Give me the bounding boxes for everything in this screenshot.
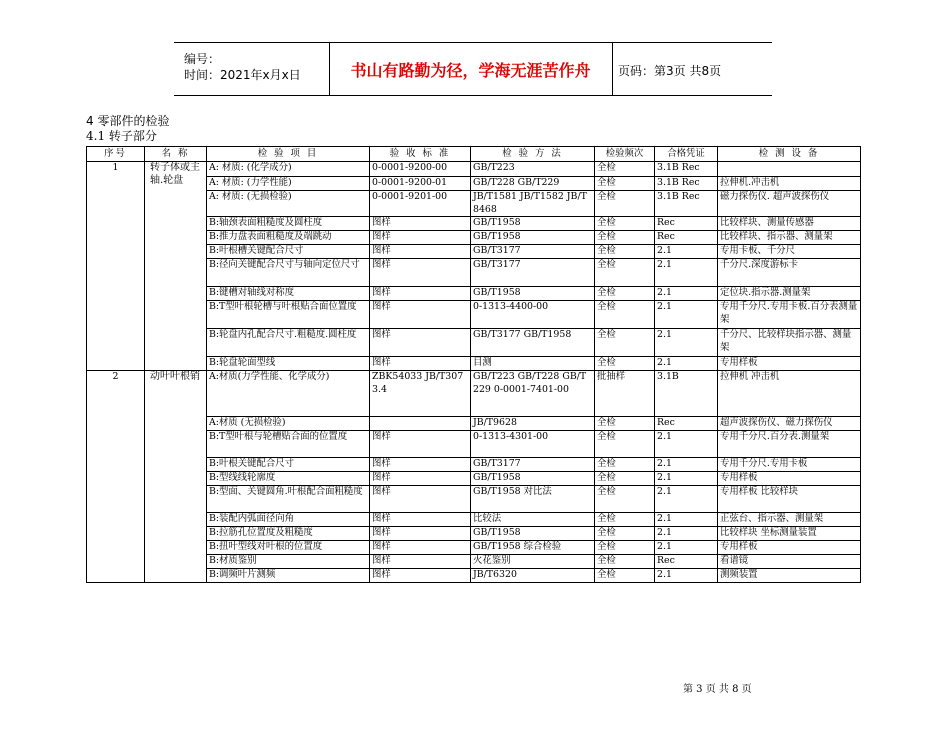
inspection-method-cell: GB/T1958 <box>471 287 595 301</box>
inspection-item-cell: B:推力盘表面粗糙度及端跳动 <box>207 231 370 245</box>
inspection-item-cell: B:装配内弧面径向角 <box>207 513 370 527</box>
inspection-method-cell: GB/T3177 GB/T1958 <box>471 329 595 357</box>
inspection-method-cell: GB/T3177 <box>471 458 595 472</box>
acceptance-standard-cell: 图样 <box>370 472 471 486</box>
frequency-cell: 全检 <box>595 357 655 371</box>
acceptance-standard-cell: 图样 <box>370 217 471 231</box>
equipment-cell: 比较样块、测量传感器 <box>718 217 861 231</box>
inspection-item-cell: B:拉筋孔位置度及粗糙度 <box>207 527 370 541</box>
inspection-method-cell: 火花鉴别 <box>471 555 595 569</box>
equipment-cell: 比较样块、指示器、测量架 <box>718 231 861 245</box>
certificate-cell: 2.1 <box>655 301 718 329</box>
acceptance-standard-cell: ZBK54033 JB/T3073.4 <box>370 371 471 417</box>
inspection-item-cell: A: 材质: (力学性能) <box>207 177 370 191</box>
inspection-method-cell: JB/T1581 JB/T1582 JB/T8468 <box>471 191 595 217</box>
certificate-cell: 2.1 <box>655 486 718 513</box>
inspection-method-cell: GB/T3177 <box>471 259 595 287</box>
inspection-item-cell: A: 材质: (化学成分) <box>207 162 370 177</box>
acceptance-standard-cell: 图样 <box>370 569 471 583</box>
inspection-item-cell: B:键槽对轴线对称度 <box>207 287 370 301</box>
frequency-cell: 全检 <box>595 569 655 583</box>
equipment-cell: 测频装置 <box>718 569 861 583</box>
table-body <box>87 162 861 583</box>
frequency-cell: 全检 <box>595 217 655 231</box>
inspection-method-cell: GB/T223 <box>471 162 595 177</box>
acceptance-standard-cell: 图样 <box>370 431 471 458</box>
inspection-item-cell: B:轮盘内孔配合尺寸.粗糙度.圆柱度 <box>207 329 370 357</box>
equipment-cell <box>718 162 861 177</box>
acceptance-standard-cell: 图样 <box>370 486 471 513</box>
frequency-cell: 全检 <box>595 245 655 259</box>
frequency-cell: 批抽样 <box>595 371 655 417</box>
inspection-item-cell: B:扭叶型线对叶根的位置度 <box>207 541 370 555</box>
certificate-cell: 3.1B Rec <box>655 191 718 217</box>
col-header: 名 称 <box>145 147 207 162</box>
inspection-item-cell: B:材质鉴别 <box>207 555 370 569</box>
inspection-method-cell: GB/T1958 <box>471 231 595 245</box>
inspection-method-cell: 目测 <box>471 357 595 371</box>
inspection-item-cell: B:叶根槽关键配合尺寸 <box>207 245 370 259</box>
header-motto: 书山有路勤为径，学海无涯苦作舟 <box>329 43 613 95</box>
certificate-cell: 2.1 <box>655 472 718 486</box>
acceptance-standard-cell: 图样 <box>370 527 471 541</box>
frequency-cell: 全检 <box>595 301 655 329</box>
inspection-item-cell: B:型面、关键圆角.叶根配合面粗糙度 <box>207 486 370 513</box>
equipment-cell: 拉伸机.冲击机 <box>718 177 861 191</box>
equipment-cell: 专用样板 <box>718 472 861 486</box>
inspection-table <box>86 146 861 583</box>
col-header: 序号 <box>87 147 145 162</box>
inspection-method-cell: 比较法 <box>471 513 595 527</box>
certificate-cell: 3.1B Rec <box>655 162 718 177</box>
certificate-cell: 3.1B <box>655 371 718 417</box>
inspection-method-cell: GB/T1958 <box>471 527 595 541</box>
certificate-cell: Rec <box>655 555 718 569</box>
inspection-item-cell: B:径向关键配合尺寸与轴向定位尺寸 <box>207 259 370 287</box>
page-header <box>174 42 772 96</box>
inspection-item-cell: B:调频叶片测频 <box>207 569 370 583</box>
col-header: 检 测 设 备 <box>718 147 861 162</box>
inspection-item-cell: B:T型叶根轮槽与叶根贴合面位置度 <box>207 301 370 329</box>
header-meta <box>174 43 330 95</box>
acceptance-standard-cell: 图样 <box>370 458 471 472</box>
page-label: 页码：第3页 共8页 <box>618 64 722 78</box>
inspection-method-cell: JB/T6320 <box>471 569 595 583</box>
frequency-cell: 全检 <box>595 527 655 541</box>
frequency-cell: 全检 <box>595 486 655 513</box>
acceptance-standard-cell: 0-0001-9200-01 <box>370 177 471 191</box>
inspection-method-cell: GB/T223 GB/T228 GB/T229 0-0001-7401-00 <box>471 371 595 417</box>
frequency-cell: 全检 <box>595 431 655 458</box>
frequency-cell: 全检 <box>595 329 655 357</box>
frequency-cell: 全检 <box>595 287 655 301</box>
inspection-item-cell: A:材质 (无损检验) <box>207 417 370 431</box>
acceptance-standard-cell: 图样 <box>370 541 471 555</box>
certificate-cell: 2.1 <box>655 458 718 472</box>
frequency-cell: 全检 <box>595 458 655 472</box>
row-number-cell: 2 <box>87 371 145 583</box>
inspection-item-cell: B:叶根关键配合尺寸 <box>207 458 370 472</box>
certificate-cell: 2.1 <box>655 513 718 527</box>
certificate-cell: 2.1 <box>655 357 718 371</box>
acceptance-standard-cell <box>370 417 471 431</box>
frequency-cell: 全检 <box>595 417 655 431</box>
certificate-cell: 2.1 <box>655 245 718 259</box>
inspection-method-cell: GB/T1958 <box>471 217 595 231</box>
col-header: 合格凭证 <box>655 147 718 162</box>
page-footer: 第 3 页 共 8 页 <box>683 684 752 695</box>
col-header: 检 验 项 目 <box>207 147 370 162</box>
certificate-cell: 2.1 <box>655 431 718 458</box>
row-number-cell: 1 <box>87 162 145 371</box>
inspection-method-cell: 0-1313-4301-00 <box>471 431 595 458</box>
inspection-method-cell: 0-1313-4400-00 <box>471 301 595 329</box>
inspection-item-cell: A:材质(力学性能、化学成分) <box>207 371 370 417</box>
frequency-cell: 全检 <box>595 555 655 569</box>
certificate-cell: Rec <box>655 417 718 431</box>
acceptance-standard-cell: 0-0001-9200-00 <box>370 162 471 177</box>
certificate-cell: 2.1 <box>655 259 718 287</box>
acceptance-standard-cell: 图样 <box>370 245 471 259</box>
equipment-cell: 比较样块 坐标测量装置 <box>718 527 861 541</box>
table-row <box>87 371 861 417</box>
inspection-item-cell: A: 材质: (无损检验) <box>207 191 370 217</box>
frequency-cell: 全检 <box>595 162 655 177</box>
certificate-cell: 3.1B Rec <box>655 177 718 191</box>
equipment-cell: 定位块.指示器.测量架 <box>718 287 861 301</box>
certificate-cell: Rec <box>655 217 718 231</box>
acceptance-standard-cell: 图样 <box>370 357 471 371</box>
equipment-cell: 专用千分尺.专用卡板.百分表测量架 <box>718 301 861 329</box>
equipment-cell: 专用卡板、千分尺 <box>718 245 861 259</box>
inspection-method-cell: GB/T1958 对比法 <box>471 486 595 513</box>
equipment-cell: 专用千分尺.百分表.测量架 <box>718 431 861 458</box>
part-name-cell: 转子体或主轴.轮盘 <box>145 162 207 371</box>
inspection-method-cell: GB/T3177 <box>471 245 595 259</box>
frequency-cell: 全检 <box>595 177 655 191</box>
acceptance-standard-cell: 图样 <box>370 555 471 569</box>
acceptance-standard-cell: 图样 <box>370 259 471 287</box>
certificate-cell: 2.1 <box>655 329 718 357</box>
equipment-cell: 拉伸机 冲击机 <box>718 371 861 417</box>
frequency-cell: 全检 <box>595 541 655 555</box>
acceptance-standard-cell: 图样 <box>370 231 471 245</box>
equipment-cell: 专用样板 <box>718 357 861 371</box>
time-label: 时间：2021年x月x日 <box>184 68 301 82</box>
inspection-item-cell: B:T型叶根与轮槽贴合面的位置度 <box>207 431 370 458</box>
inspection-method-cell: JB/T9628 <box>471 417 595 431</box>
equipment-cell: 千分尺、比较样块指示器、测量架 <box>718 329 861 357</box>
equipment-cell: 超声波探伤仪、磁力探伤仪 <box>718 417 861 431</box>
frequency-cell: 全检 <box>595 472 655 486</box>
certificate-cell: 2.1 <box>655 527 718 541</box>
equipment-cell: 专用样板 <box>718 541 861 555</box>
equipment-cell: 正弦台、指示器、测量架 <box>718 513 861 527</box>
col-header: 验 收 标 准 <box>370 147 471 162</box>
number-label: 编号： <box>184 52 221 66</box>
inspection-method-cell: GB/T1958 <box>471 472 595 486</box>
frequency-cell: 全检 <box>595 513 655 527</box>
equipment-cell: 看谱镜 <box>718 555 861 569</box>
equipment-cell: 千分尺.深度游标卡 <box>718 259 861 287</box>
acceptance-standard-cell: 图样 <box>370 287 471 301</box>
acceptance-standard-cell: 图样 <box>370 513 471 527</box>
acceptance-standard-cell: 图样 <box>370 301 471 329</box>
equipment-cell: 专用样板 比较样块 <box>718 486 861 513</box>
inspection-method-cell: GB/T228 GB/T229 <box>471 177 595 191</box>
acceptance-standard-cell: 图样 <box>370 329 471 357</box>
frequency-cell: 全检 <box>595 259 655 287</box>
table-header-row <box>87 147 861 162</box>
col-header: 检验频次 <box>595 147 655 162</box>
table-row <box>87 162 861 177</box>
certificate-cell: Rec <box>655 231 718 245</box>
inspection-item-cell: B:轴颈表面粗糙度及圆柱度 <box>207 217 370 231</box>
inspection-item-cell: B:型线线轮廓度 <box>207 472 370 486</box>
certificate-cell: 2.1 <box>655 287 718 301</box>
certificate-cell: 2.1 <box>655 541 718 555</box>
inspection-method-cell: GB/T1958 综合检验 <box>471 541 595 555</box>
part-name-cell: 动叶叶根销 <box>145 371 207 583</box>
inspection-item-cell: B:轮盘轮面型线 <box>207 357 370 371</box>
frequency-cell: 全检 <box>595 231 655 245</box>
acceptance-standard-cell: 0-0001-9201-00 <box>370 191 471 217</box>
equipment-cell: 专用千分尺.专用卡板 <box>718 458 861 472</box>
section-title: 4 零部件的检验 <box>86 114 170 128</box>
certificate-cell: 2.1 <box>655 569 718 583</box>
frequency-cell: 全检 <box>595 191 655 217</box>
equipment-cell: 磁力探伤仪. 超声波探伤仪 <box>718 191 861 217</box>
col-header: 检 验 方 法 <box>471 147 595 162</box>
subsection-title: 4.1 转子部分 <box>86 129 157 143</box>
